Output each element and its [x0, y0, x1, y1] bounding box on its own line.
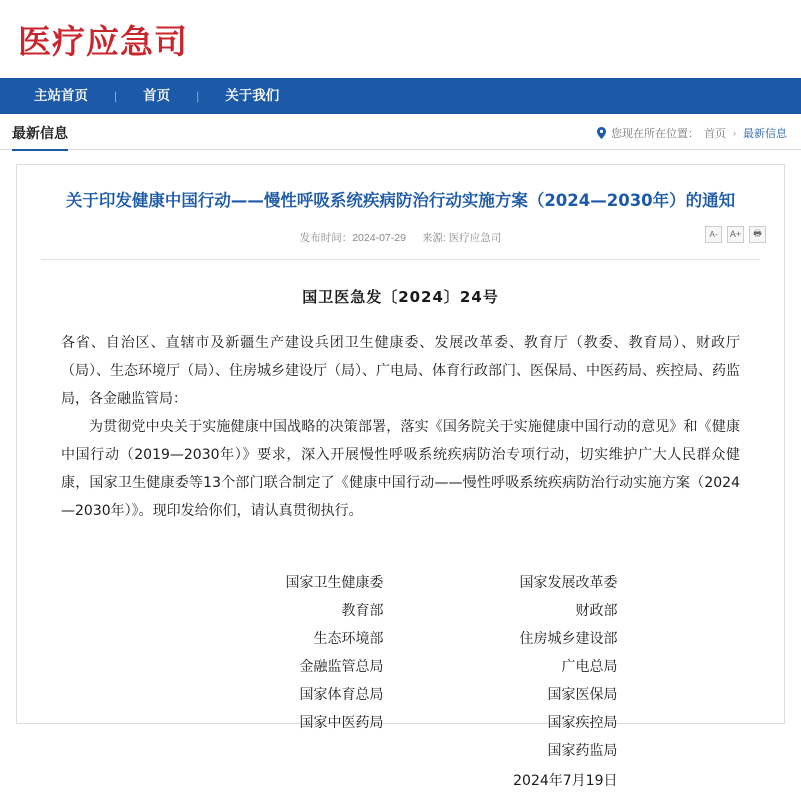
nav-separator: | [114, 89, 118, 103]
signer: 金融监管总局 [299, 658, 384, 675]
article-body [61, 329, 740, 525]
signer: 国家发展改革委 [519, 574, 618, 591]
site-logo: 医疗应急司 [18, 21, 188, 61]
breadcrumb [597, 125, 787, 141]
breadcrumb-bar [0, 114, 801, 150]
site-header [0, 0, 801, 78]
font-decrease-button[interactable]: A- [705, 226, 722, 243]
signer: 广电总局 [561, 658, 618, 675]
nav-item-main-home[interactable]: 主站首页 [34, 88, 88, 103]
location-pin-icon [597, 127, 606, 139]
article-title: 关于印发健康中国行动——慢性呼吸系统疾病防治行动实施方案（2024—2030年）的通知 [65, 191, 736, 210]
signature-column-left [174, 569, 408, 795]
signer: 国家医保局 [547, 686, 618, 703]
nav-item-home[interactable]: 首页 [143, 88, 171, 103]
document-number: 国卫医急发〔2024〕24号 [302, 287, 499, 306]
main-navigation [0, 78, 801, 114]
signer: 财政部 [575, 602, 618, 619]
font-increase-button[interactable]: A+ [727, 226, 744, 243]
signer: 国家卫生健康委 [285, 574, 384, 591]
signer: 国家中医药局 [299, 714, 384, 731]
signer: 国家疾控局 [547, 714, 618, 731]
article-source: 来源: 医疗应急司 [421, 231, 502, 244]
nav-item-about-us[interactable]: 关于我们 [225, 88, 280, 103]
paragraph-main: 为贯彻党中央关于实施健康中国战略的决策部署，落实《国务院关于实施健康中国行动的意见》和《健康中国行动（2019—2030年）》要求，深入开展慢性呼吸系统疾病防治专项行动，切实维护广大人民群众健康，国家卫生健康委等13个部门联合制定了《健康中国行动——慢性呼吸系统疾病防治行动实施方案（2024—2030年）》。现印发给你们，请认真贯彻执行。 [61, 418, 740, 519]
breadcrumb-item-latest: 最新信息 [743, 128, 787, 140]
signature-date: 2024年7月19日 [513, 772, 618, 789]
signer: 生态环境部 [313, 630, 384, 647]
print-icon[interactable]: 🖶 [749, 226, 766, 243]
signature-block [17, 569, 784, 795]
nav-separator: | [196, 89, 200, 103]
signer: 国家体育总局 [299, 686, 384, 703]
meta-divider [41, 259, 760, 260]
signer: 国家药监局 [547, 742, 618, 759]
publish-time: 发布时间：2024-07-29 [299, 231, 406, 244]
chevron-right-icon: › [733, 128, 736, 138]
signature-column-right [408, 569, 628, 795]
article-card [16, 164, 785, 789]
article-tools [705, 226, 766, 243]
article-meta [17, 230, 784, 245]
page-title: 最新信息 [12, 123, 68, 151]
breadcrumb-item-home[interactable]: 首页 [704, 128, 726, 140]
signer: 教育部 [341, 602, 384, 619]
signer: 住房城乡建设部 [519, 630, 618, 647]
paragraph-recipients: 各省、自治区、直辖市及新疆生产建设兵团卫生健康委、发展改革委、教育厅（教委、教育局）、财政厅（局）、生态环境厅（局）、住房城乡建设厅（局）、广电局、体育行政部门、医保局、中医药局、疾控局、药监局，各金融监管局： [61, 334, 740, 407]
breadcrumb-prefix: 您现在所在位置： [611, 128, 699, 140]
